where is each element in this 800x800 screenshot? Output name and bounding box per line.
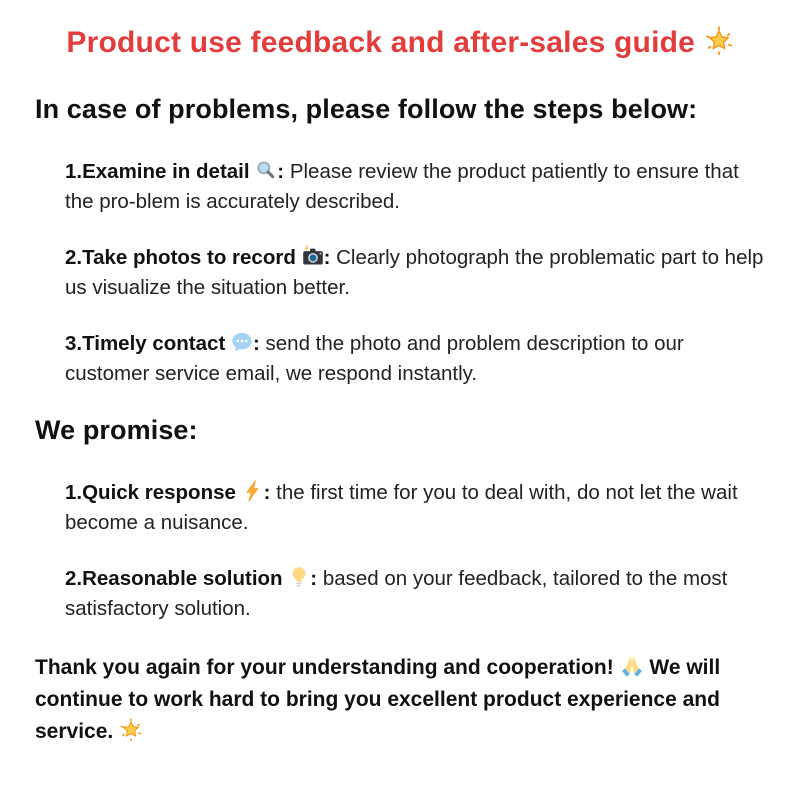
item-text: send the photo and problem description to our customer service email, we respond instantly. [65,332,684,385]
item-text: based on your feedback, tailored to the most satisfactory solution. [65,567,728,620]
item-label-text: 2.Take photos to record [65,246,296,269]
magnifying-glass-icon [255,159,277,181]
list-item-contact [65,329,765,389]
camera-with-flash-icon [302,245,324,267]
item-colon: : [277,160,285,183]
high-voltage-icon [242,480,264,502]
item-text: Clearly photograph the problematic part to help us visualize the situation better. [65,246,764,299]
item-colon: : [323,246,331,269]
item-label-text: 1.Examine in detail [65,160,250,183]
item-label-text: 3.Timely contact [65,332,226,355]
light-bulb-icon [288,566,310,588]
item-label [65,332,260,355]
item-label [65,567,317,590]
page-title-text: Product use feedback and after-sales guide [66,26,696,59]
footer-note [35,652,765,748]
list-item-response [65,478,765,538]
section-heading-problems: In case of problems, please follow the steps below: [35,94,698,124]
item-colon: : [252,332,260,355]
item-label-text: 1.Quick response [65,481,236,504]
item-label-text: 2.Reasonable solution [65,567,283,590]
folded-hands-icon [620,654,644,678]
list-item-examine [65,157,765,217]
speech-balloon-icon [231,331,253,353]
item-colon: : [263,481,271,504]
footer-text-after: We will continue to work hard to bring you excellent product experience and service. [35,656,721,743]
item-text: Please review the product patiently to ensure that the pro-blem is accurately described. [65,160,739,213]
item-label [65,481,270,504]
glowing-star-icon [119,718,143,742]
item-label [65,246,330,269]
page-title [35,26,765,60]
footer-text-before: Thank you again for your understanding and cooperation! [35,656,614,679]
item-label [65,160,284,183]
list-item-photos [65,243,765,303]
item-colon: : [310,567,318,590]
item-text: the first time for you to deal with, do not let the wait become a nuisance. [65,481,738,534]
list-item-solution [65,564,765,624]
glowing-star-icon [704,26,734,56]
section-heading-promise: We promise: [35,415,198,445]
